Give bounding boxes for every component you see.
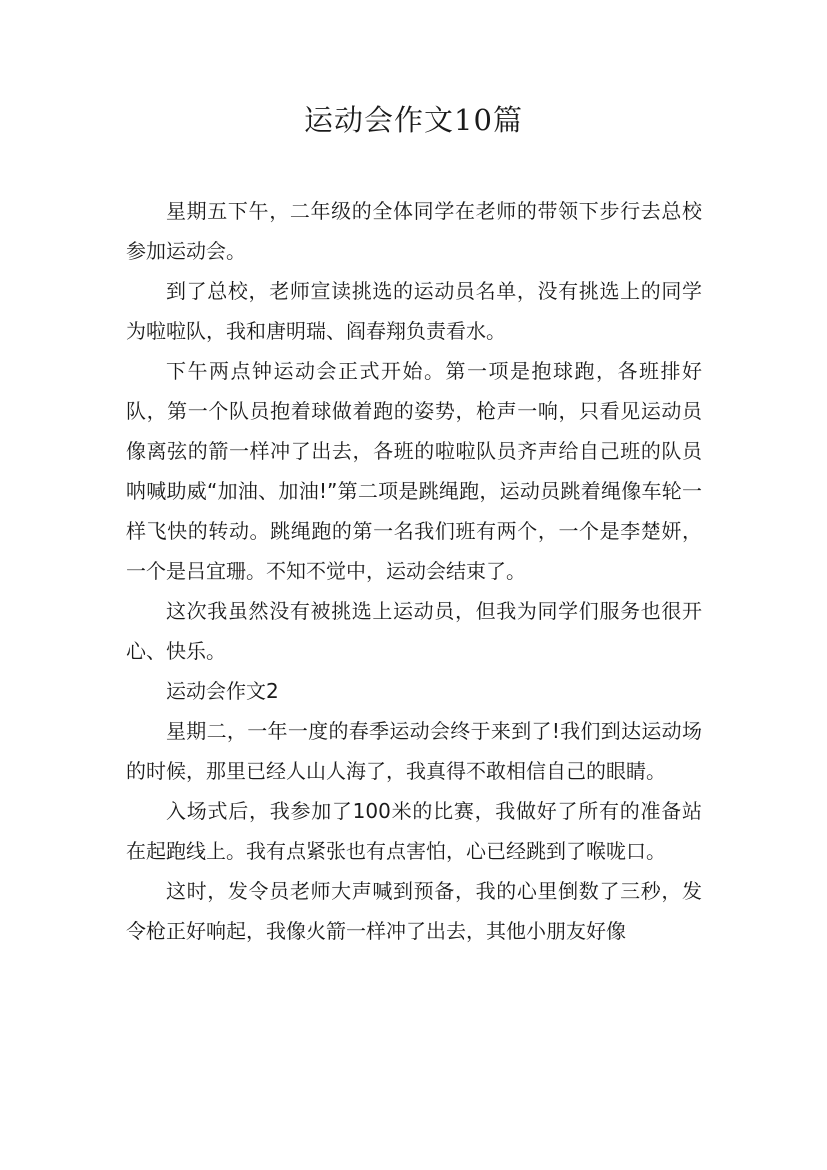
paragraph: 下午两点钟运动会正式开始。第一项是抱球跑，各班排好队，第一个队员抱着球做着跑的姿势，枪声一响，只看见运动员像离弦的箭一样冲了出去，各班的啦啦队员齐声给自己班的队员呐喊助威“加油、加油!”第二项是跳绳跑，运动员跳着绳像车轮一样飞快的转动。跳绳跑的第一名我们班有两个，一个是李楚妍，一个是吕宜珊。不知不觉中，运动会结束了。	[126, 359, 702, 583]
paragraph: 到了总校，老师宣读挑选的运动员名单，没有挑选上的同学为啦啦队，我和唐明瑞、阎春翔负责看水。	[126, 279, 702, 343]
paragraph: 星期二，一年一度的春季运动会终于来到了!我们到达运动场的时候，那里已经人山人海了，我真得不敢相信自己的眼睛。	[126, 719, 702, 783]
document-title: 运动会作文10篇	[304, 103, 523, 137]
paragraph: 入场式后，我参加了100米的比赛，我做好了所有的准备站在起跑线上。我有点紧张也有点害怕，心已经跳到了喉咙口。	[126, 799, 702, 863]
section-heading: 运动会作文2	[166, 679, 279, 703]
paragraph: 这次我虽然没有被挑选上运动员，但我为同学们服务也很开心、快乐。	[126, 599, 702, 663]
paragraph: 星期五下午，二年级的全体同学在老师的带领下步行去总校参加运动会。	[126, 199, 702, 263]
document-body	[126, 191, 702, 951]
paragraph: 这时，发令员老师大声喊到预备，我的心里倒数了三秒，发令枪正好响起，我像火箭一样冲了出去，其他小朋友好像	[126, 879, 702, 943]
